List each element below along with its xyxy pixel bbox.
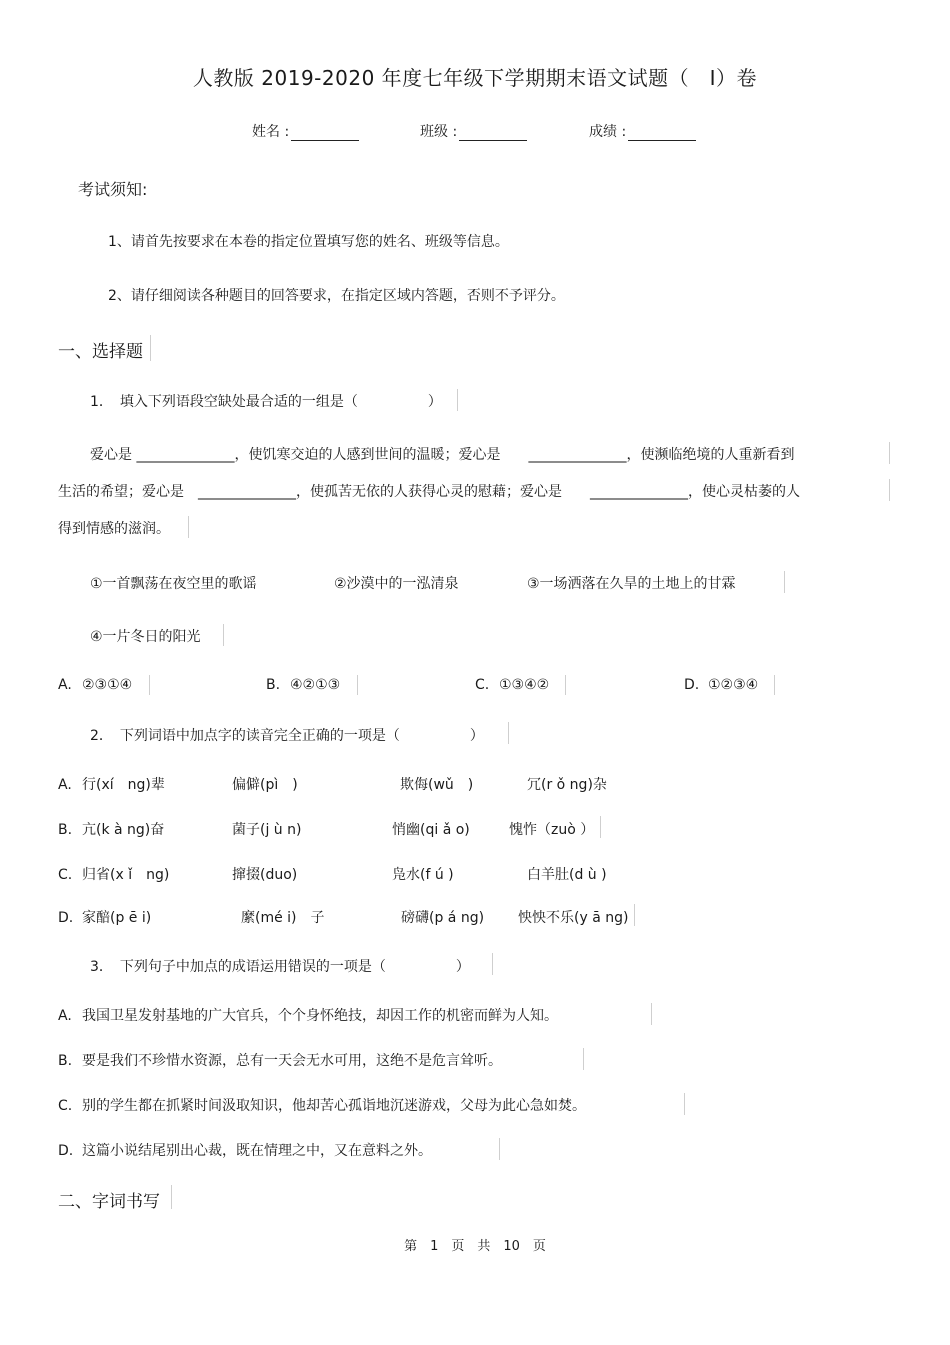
box-edge bbox=[171, 1185, 172, 1209]
q1-option-b[interactable] bbox=[266, 677, 340, 693]
box-edge bbox=[499, 1138, 500, 1160]
class-blank[interactable] bbox=[459, 126, 527, 141]
q3-option-b[interactable] bbox=[58, 1050, 502, 1070]
score-label: 成绩 : bbox=[589, 124, 627, 140]
score-blank[interactable] bbox=[628, 126, 696, 141]
option-text: ④②①③ bbox=[290, 677, 341, 693]
name-label: 姓名 : bbox=[252, 124, 290, 140]
option-word: 悄幽(qi ǎ o) bbox=[392, 822, 470, 838]
option-letter: C. bbox=[58, 867, 73, 883]
option-letter: A. bbox=[58, 677, 72, 693]
section-heading-writing: 二、字词书写 bbox=[58, 1192, 160, 1212]
section-heading-choice: 一、选择题 bbox=[58, 342, 143, 362]
page-title: 人教版 2019-2020 年度七年级下学期期末语文试题（ Ⅰ）卷 bbox=[192, 66, 758, 90]
option-text: 别的学生都在抓紧时间汲取知识，他却苦心孤诣地沉迷游戏，父母为此心急如焚。 bbox=[82, 1098, 586, 1114]
class-label: 班级 : bbox=[420, 124, 458, 140]
q3-option-c[interactable] bbox=[58, 1095, 586, 1115]
box-edge bbox=[357, 675, 358, 695]
q3-option-a[interactable] bbox=[58, 1005, 558, 1025]
box-edge bbox=[634, 904, 635, 926]
q1-item-3: ③一场洒落在久旱的土地上的甘霖 bbox=[527, 576, 736, 592]
box-edge bbox=[223, 624, 224, 646]
option-word: 磅礴(p á ng) bbox=[401, 910, 485, 926]
box-edge bbox=[889, 479, 890, 501]
option-text: 要是我们不珍惜水资源，总有一天会无水可用，这绝不是危言耸听。 bbox=[82, 1053, 502, 1069]
option-word: 欺侮(wǔ ) bbox=[400, 777, 474, 793]
option-word: 亢(k à ng)奋 bbox=[82, 822, 165, 838]
option-letter: D. bbox=[684, 677, 700, 693]
notice-item: 2、请仔细阅读各种题目的回答要求，在指定区域内答题，否则不予评分。 bbox=[108, 288, 565, 304]
option-word: 縻(mé i) 子 bbox=[241, 910, 325, 926]
question-1-stem: 1． 填入下列语段空缺处最合适的一组是（ ） bbox=[90, 394, 442, 410]
box-edge bbox=[150, 335, 151, 361]
class-field[interactable] bbox=[420, 121, 527, 141]
option-letter: B. bbox=[58, 822, 73, 838]
box-edge bbox=[600, 816, 601, 838]
name-field[interactable] bbox=[252, 121, 359, 141]
q1-paragraph-line-1: 爱心是 ______________，使饥寒交迫的人感到世间的温暖；爱心是 ______________，使濒临绝境的人重新看到 bbox=[90, 447, 795, 463]
option-word: 菌子(j ù n) bbox=[232, 822, 302, 838]
q3-option-d[interactable] bbox=[58, 1140, 432, 1160]
option-word: 白羊肚(d ù ) bbox=[527, 867, 607, 883]
box-edge bbox=[684, 1093, 685, 1115]
question-2-stem: 2． 下列词语中加点字的读音完全正确的一项是（ ） bbox=[90, 728, 484, 744]
option-word: 愧怍（zuò ） bbox=[509, 822, 595, 838]
box-edge bbox=[149, 675, 150, 695]
q1-paragraph-line-3: 得到情感的滋润。 bbox=[58, 521, 170, 537]
q2-option-c[interactable] bbox=[58, 864, 169, 884]
q1-option-a[interactable] bbox=[58, 677, 132, 693]
box-edge bbox=[889, 442, 890, 464]
box-edge bbox=[457, 389, 458, 411]
q1-item-4: ④一片冬日的阳光 bbox=[90, 629, 201, 645]
q2-option-a[interactable] bbox=[58, 774, 165, 794]
option-word: 行(xí ng)辈 bbox=[82, 777, 165, 793]
box-edge bbox=[774, 675, 775, 695]
option-word: 冗(r ǒ ng)杂 bbox=[527, 777, 607, 793]
option-text: ②③①④ bbox=[82, 677, 133, 693]
q2-option-d[interactable] bbox=[58, 907, 151, 927]
option-word: 怏怏不乐(y ā ng) bbox=[518, 910, 629, 926]
box-edge bbox=[508, 722, 509, 744]
option-letter: C. bbox=[475, 677, 490, 693]
option-letter: B. bbox=[266, 677, 281, 693]
q2-option-b[interactable] bbox=[58, 819, 164, 839]
option-word: 凫水(f ú ) bbox=[392, 867, 454, 883]
option-letter: A. bbox=[58, 777, 72, 793]
option-letter: D. bbox=[58, 1143, 74, 1159]
option-text: 这篇小说结尾别出心裁，既在情理之中，又在意料之外。 bbox=[82, 1143, 432, 1159]
box-edge bbox=[784, 571, 785, 593]
q1-option-d[interactable] bbox=[684, 677, 758, 693]
score-field[interactable] bbox=[589, 121, 696, 141]
option-text: ①③④② bbox=[499, 677, 550, 693]
notice-item: 1、请首先按要求在本卷的指定位置填写您的姓名、班级等信息。 bbox=[108, 234, 509, 250]
box-edge bbox=[565, 675, 566, 695]
option-letter: C. bbox=[58, 1098, 73, 1114]
option-word: 偏僻(pì ) bbox=[232, 777, 298, 793]
option-letter: A. bbox=[58, 1008, 72, 1024]
page-number: 第 1 页 共 10 页 bbox=[404, 1239, 546, 1254]
q1-option-c[interactable] bbox=[475, 677, 549, 693]
option-text: 我国卫星发射基地的广大官兵，个个身怀绝技，却因工作的机密而鲜为人知。 bbox=[82, 1008, 558, 1024]
option-letter: D. bbox=[58, 910, 74, 926]
question-3-stem: 3． 下列句子中加点的成语运用错误的一项是（ ） bbox=[90, 959, 470, 975]
q1-paragraph-line-2: 生活的希望；爱心是 ______________，使孤苦无依的人获得心灵的慰藉；爱心是 ______________，使心灵枯萎的人 bbox=[58, 484, 800, 500]
option-letter: B. bbox=[58, 1053, 73, 1069]
box-edge bbox=[188, 516, 189, 538]
box-edge bbox=[651, 1003, 652, 1025]
option-word: 家醅(p ē i) bbox=[82, 910, 152, 926]
option-text: ①②③④ bbox=[708, 677, 759, 693]
notice-heading: 考试须知: bbox=[78, 180, 148, 199]
option-word: 归省(x ǐ ng) bbox=[82, 867, 170, 883]
q1-item-1: ①一首飘荡在夜空里的歌谣 bbox=[90, 576, 257, 592]
option-word: 撺掇(duo) bbox=[232, 867, 298, 883]
box-edge bbox=[492, 953, 493, 975]
box-edge bbox=[583, 1048, 584, 1070]
name-blank[interactable] bbox=[291, 126, 359, 141]
q1-item-2: ②沙漠中的一泓清泉 bbox=[334, 576, 459, 592]
